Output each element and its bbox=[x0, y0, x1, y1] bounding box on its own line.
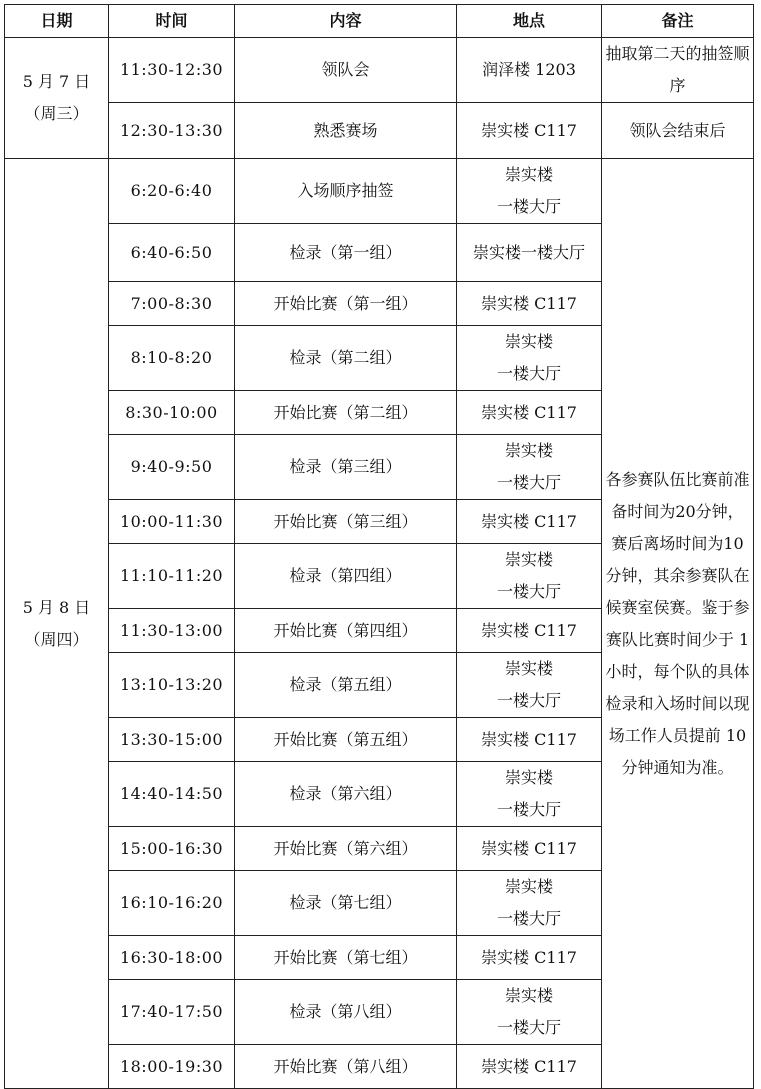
place-cell: 崇实楼 一楼大厅 bbox=[457, 435, 602, 500]
time-cell: 14:40-14:50 bbox=[109, 762, 235, 827]
time-cell: 16:10-16:20 bbox=[109, 871, 235, 936]
content-cell: 开始比赛（第四组） bbox=[235, 609, 457, 653]
place-cell: 崇实楼 C117 bbox=[457, 103, 602, 159]
place-cell: 崇实楼 C117 bbox=[457, 936, 602, 980]
content-cell: 开始比赛（第七组） bbox=[235, 936, 457, 980]
time-cell: 11:10-11:20 bbox=[109, 544, 235, 609]
content-cell: 开始比赛（第一组） bbox=[235, 282, 457, 326]
note-cell: 领队会结束后 bbox=[602, 103, 754, 159]
time-cell: 8:30-10:00 bbox=[109, 391, 235, 435]
place-cell: 崇实楼 一楼大厅 bbox=[457, 159, 602, 224]
time-cell: 6:20-6:40 bbox=[109, 159, 235, 224]
place-cell: 崇实楼 C117 bbox=[457, 609, 602, 653]
place-cell: 崇实楼 一楼大厅 bbox=[457, 762, 602, 827]
time-cell: 10:00-11:30 bbox=[109, 500, 235, 544]
place-cell: 崇实楼 C117 bbox=[457, 718, 602, 762]
date-cell: 5 月 8 日 （周四） bbox=[5, 159, 109, 1089]
time-cell: 13:10-13:20 bbox=[109, 653, 235, 718]
content-cell: 开始比赛（第三组） bbox=[235, 500, 457, 544]
header-date: 日期 bbox=[5, 5, 109, 38]
place-cell: 润泽楼 1203 bbox=[457, 38, 602, 103]
time-cell: 8:10-8:20 bbox=[109, 326, 235, 391]
content-cell: 开始比赛（第五组） bbox=[235, 718, 457, 762]
content-cell: 检录（第六组） bbox=[235, 762, 457, 827]
table-row bbox=[5, 103, 754, 159]
table-row bbox=[5, 159, 754, 224]
time-cell: 6:40-6:50 bbox=[109, 224, 235, 282]
header-row bbox=[5, 5, 754, 38]
time-cell: 11:30-12:30 bbox=[109, 38, 235, 103]
content-cell: 检录（第一组） bbox=[235, 224, 457, 282]
date-cell: 5 月 7 日 （周三） bbox=[5, 38, 109, 159]
place-cell: 崇实楼 一楼大厅 bbox=[457, 544, 602, 609]
note-cell: 各参赛队伍比赛前准备时间为20分钟，赛后离场时间为10分钟，其余参赛队在候赛室侯赛。鉴于参赛队比赛时间少于 1 小时，每个队的具体检录和入场时间以现场工作人员提前 10 分钟通知为准。 bbox=[602, 159, 754, 1089]
header-place: 地点 bbox=[457, 5, 602, 38]
header-content: 内容 bbox=[235, 5, 457, 38]
note-cell: 抽取第二天的抽签顺序 bbox=[602, 38, 754, 103]
header-note: 备注 bbox=[602, 5, 754, 38]
content-cell: 检录（第七组） bbox=[235, 871, 457, 936]
header-time: 时间 bbox=[109, 5, 235, 38]
content-cell: 检录（第八组） bbox=[235, 980, 457, 1045]
content-cell: 检录（第二组） bbox=[235, 326, 457, 391]
place-cell: 崇实楼一楼大厅 bbox=[457, 224, 602, 282]
content-cell: 领队会 bbox=[235, 38, 457, 103]
content-cell: 开始比赛（第六组） bbox=[235, 827, 457, 871]
content-cell: 入场顺序抽签 bbox=[235, 159, 457, 224]
place-cell: 崇实楼 C117 bbox=[457, 827, 602, 871]
time-cell: 7:00-8:30 bbox=[109, 282, 235, 326]
schedule-table bbox=[4, 4, 754, 1089]
place-cell: 崇实楼 C117 bbox=[457, 282, 602, 326]
content-cell: 熟悉赛场 bbox=[235, 103, 457, 159]
place-cell: 崇实楼 C117 bbox=[457, 500, 602, 544]
place-cell: 崇实楼 一楼大厅 bbox=[457, 871, 602, 936]
place-cell: 崇实楼 C117 bbox=[457, 1045, 602, 1089]
content-cell: 开始比赛（第八组） bbox=[235, 1045, 457, 1089]
time-cell: 17:40-17:50 bbox=[109, 980, 235, 1045]
content-cell: 检录（第三组） bbox=[235, 435, 457, 500]
place-cell: 崇实楼 一楼大厅 bbox=[457, 653, 602, 718]
content-cell: 开始比赛（第二组） bbox=[235, 391, 457, 435]
time-cell: 11:30-13:00 bbox=[109, 609, 235, 653]
place-cell: 崇实楼 一楼大厅 bbox=[457, 980, 602, 1045]
content-cell: 检录（第四组） bbox=[235, 544, 457, 609]
time-cell: 15:00-16:30 bbox=[109, 827, 235, 871]
content-cell: 检录（第五组） bbox=[235, 653, 457, 718]
time-cell: 12:30-13:30 bbox=[109, 103, 235, 159]
time-cell: 13:30-15:00 bbox=[109, 718, 235, 762]
time-cell: 9:40-9:50 bbox=[109, 435, 235, 500]
table-row bbox=[5, 38, 754, 103]
time-cell: 18:00-19:30 bbox=[109, 1045, 235, 1089]
time-cell: 16:30-18:00 bbox=[109, 936, 235, 980]
place-cell: 崇实楼 C117 bbox=[457, 391, 602, 435]
place-cell: 崇实楼 一楼大厅 bbox=[457, 326, 602, 391]
